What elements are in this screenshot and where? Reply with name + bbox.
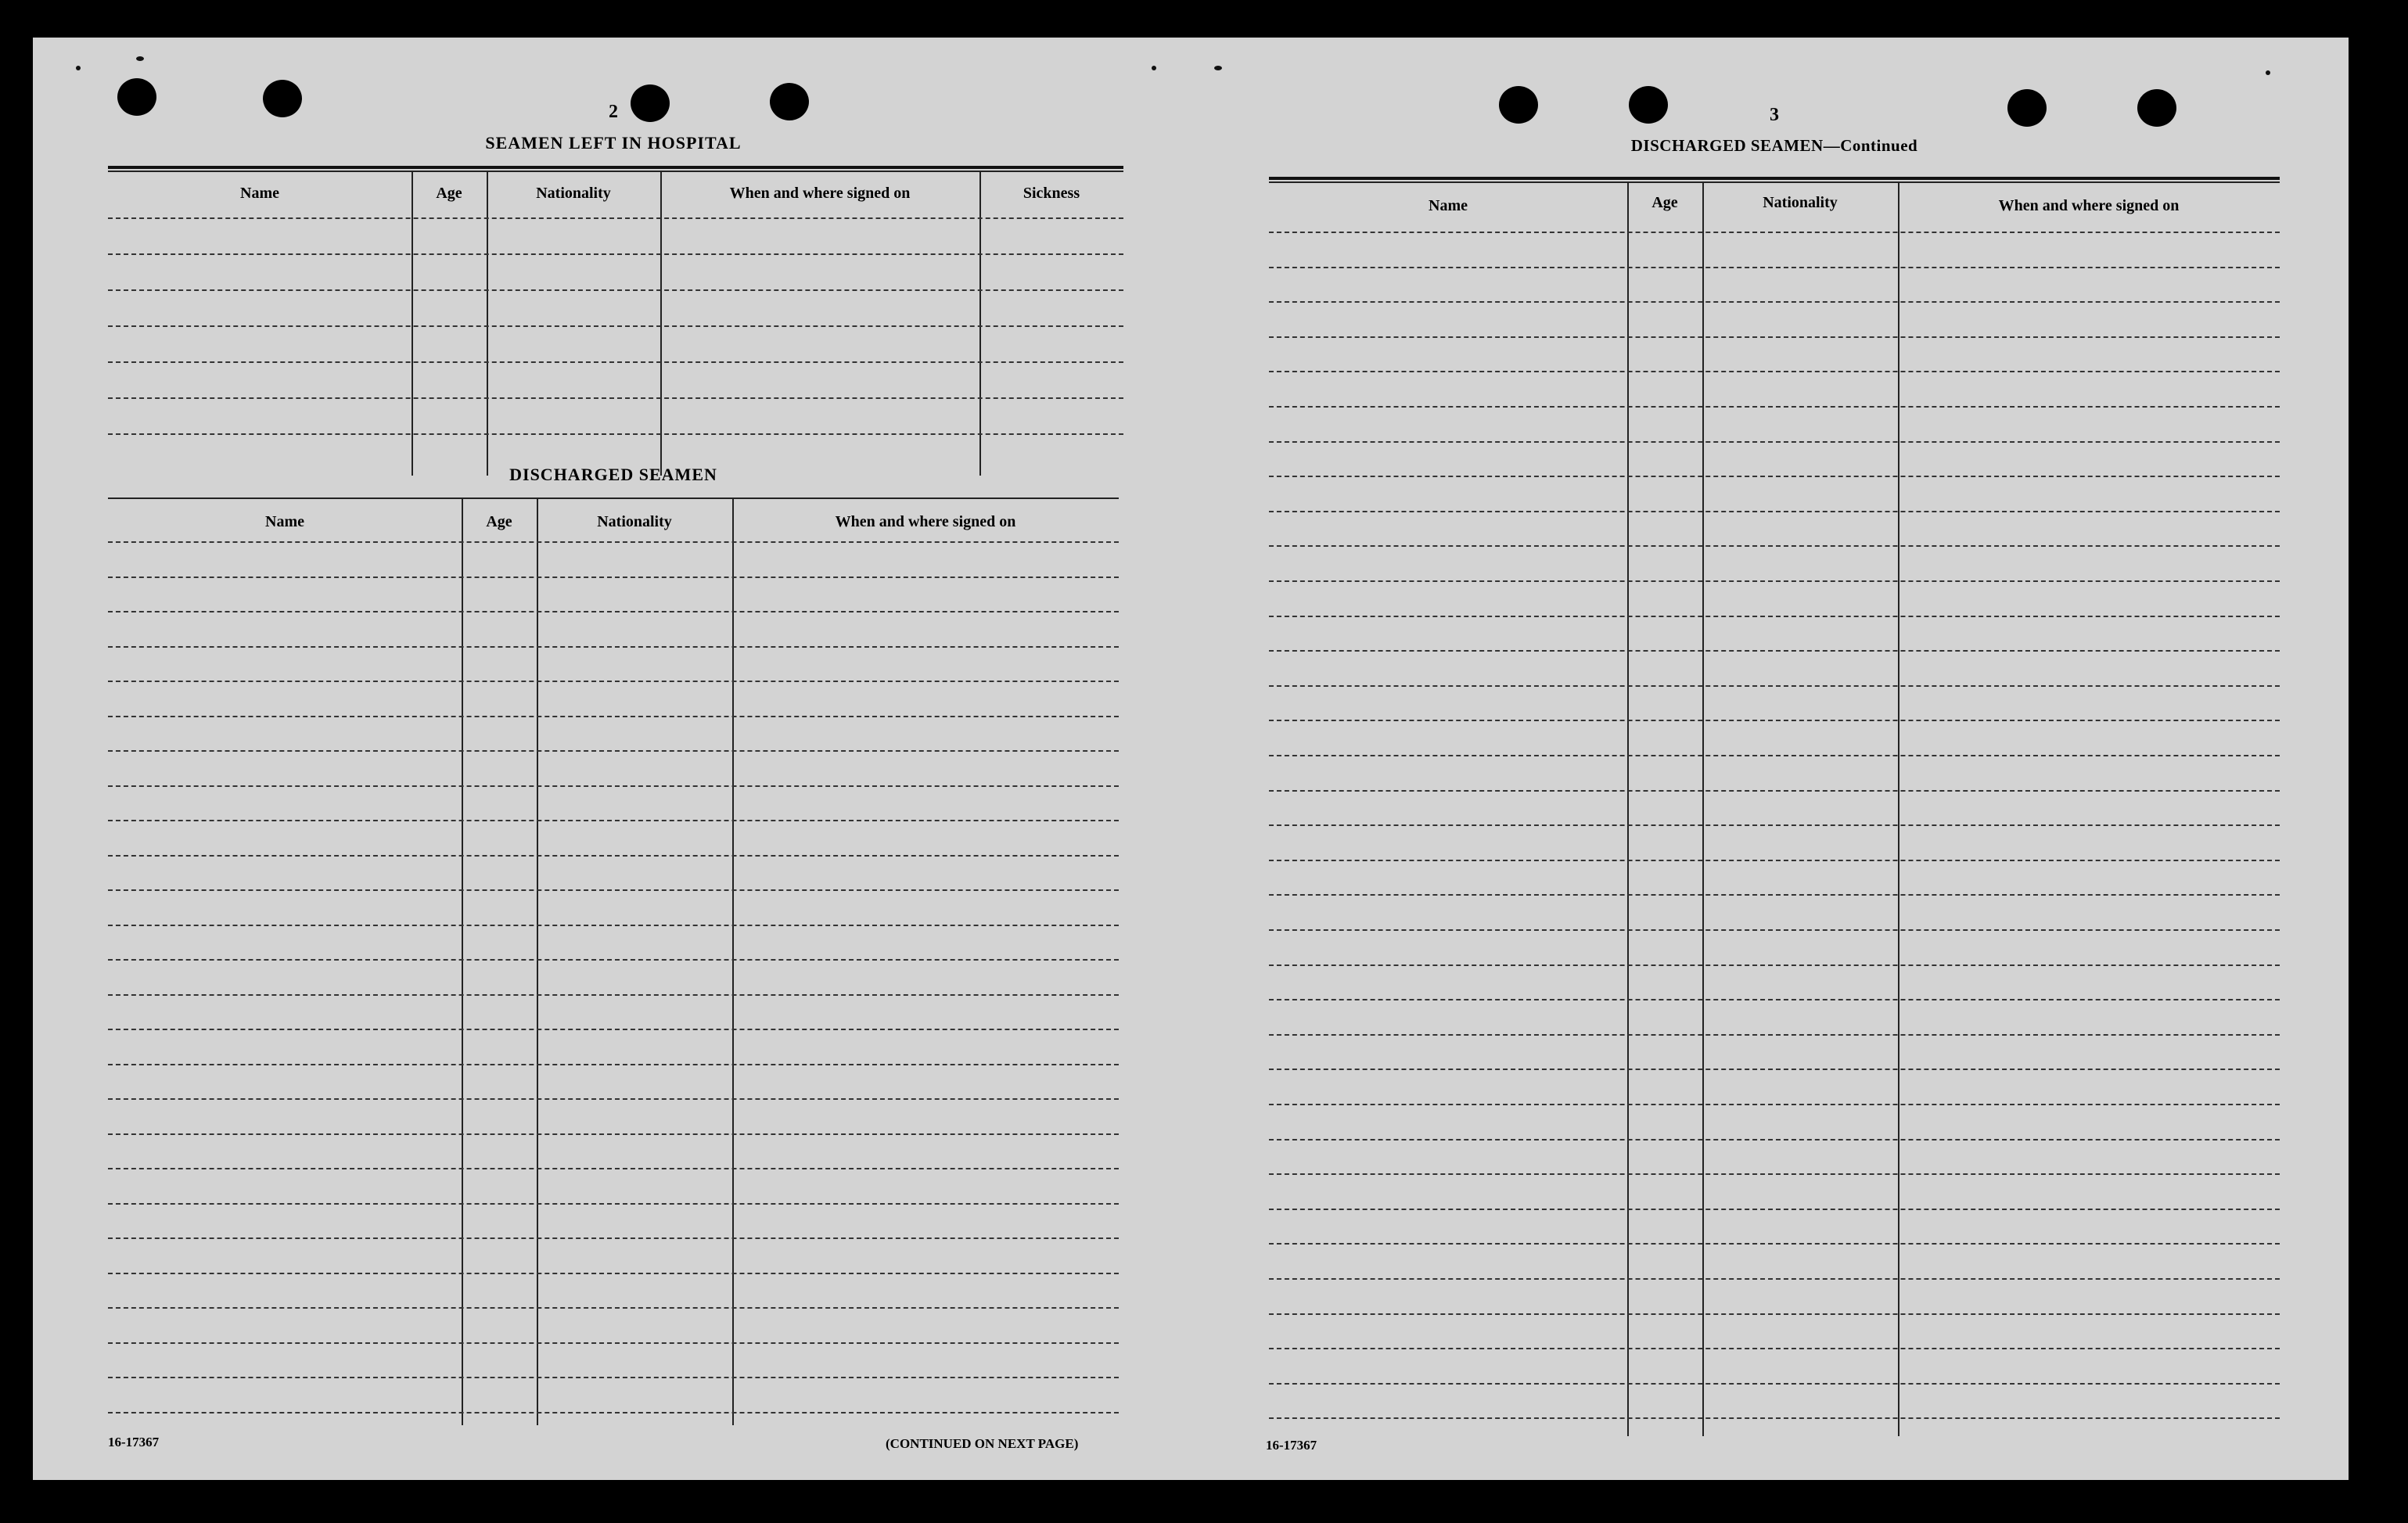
- column-header-nationality: Nationality: [1763, 194, 1838, 211]
- table-row: [1269, 1243, 2280, 1245]
- table-row: [1269, 894, 2280, 896]
- table-row: [108, 1342, 1119, 1344]
- speck: [76, 66, 81, 70]
- column-divider: [979, 171, 981, 476]
- table-row: [108, 716, 1119, 717]
- table-row: [1269, 476, 2280, 477]
- table-row: [1269, 1139, 2280, 1140]
- column-divider: [487, 171, 488, 476]
- table-row: [108, 855, 1119, 857]
- table-row: [108, 433, 1123, 435]
- table-row: [1269, 650, 2280, 652]
- table-row: [108, 397, 1123, 399]
- table-row: [108, 1307, 1119, 1309]
- table-row: [1269, 929, 2280, 931]
- table-row: [1269, 371, 2280, 372]
- column-header-signed-on: When and where signed on: [1998, 197, 2180, 214]
- discharged-continued-title: DISCHARGED SEAMEN—Continued: [1630, 136, 1918, 155]
- table-row: [1269, 1383, 2280, 1385]
- column-divider: [660, 171, 662, 476]
- table-row: [108, 1029, 1119, 1030]
- punch-hole: [117, 78, 156, 116]
- punch-hole: [1629, 86, 1668, 124]
- table-row: [108, 541, 1119, 543]
- table-row: [108, 1273, 1119, 1274]
- punch-hole: [263, 80, 302, 117]
- table-row: [108, 1203, 1119, 1205]
- punch-hole: [2137, 89, 2176, 127]
- table-row: [1269, 1104, 2280, 1105]
- table-row: [108, 361, 1123, 363]
- table-row: [108, 681, 1119, 682]
- table-row: [1269, 1069, 2280, 1070]
- table-row: [108, 994, 1119, 996]
- table-row: [1269, 616, 2280, 617]
- table-rule: [108, 497, 1119, 499]
- table-row: [1269, 267, 2280, 268]
- table-row: [1269, 545, 2280, 547]
- table-rule: [108, 171, 1123, 172]
- table-row: [1269, 1209, 2280, 1210]
- form-number-right: 16-17367: [1266, 1438, 1317, 1453]
- punch-hole: [1499, 86, 1538, 124]
- column-divider: [462, 497, 463, 1425]
- punch-hole: [631, 84, 670, 122]
- page-number-left: 2: [609, 102, 618, 122]
- table-row: [1269, 755, 2280, 756]
- table-row: [1269, 580, 2280, 582]
- table-row: [1269, 685, 2280, 687]
- table-row: [1269, 999, 2280, 1000]
- table-row: [108, 1237, 1119, 1239]
- column-header-name: Name: [240, 185, 279, 202]
- table-row: [1269, 336, 2280, 338]
- table-row: [1269, 1417, 2280, 1419]
- table-row: [108, 253, 1123, 255]
- column-header-sickness: Sickness: [1023, 185, 1080, 202]
- form-number-left: 16-17367: [108, 1435, 160, 1449]
- table-row: [108, 1412, 1119, 1413]
- hospital-section-title: SEAMEN LEFT IN HOSPITAL: [485, 133, 742, 153]
- table-row: [1269, 1348, 2280, 1349]
- table-row: [1269, 1313, 2280, 1315]
- column-header-nationality: Nationality: [536, 185, 611, 202]
- form-sheet: [33, 38, 2349, 1480]
- column-header-name: Name: [265, 513, 304, 530]
- table-row: [1269, 720, 2280, 721]
- table-row: [108, 750, 1119, 752]
- table-row: [108, 925, 1119, 926]
- discharged-section-title: DISCHARGED SEAMEN: [509, 465, 717, 484]
- column-divider: [1627, 181, 1629, 1436]
- table-row: [108, 1168, 1119, 1169]
- table-row: [1269, 406, 2280, 408]
- table-row: [1269, 232, 2280, 233]
- hospital-table: [108, 166, 1123, 476]
- speck: [136, 56, 144, 61]
- table-row: [1269, 824, 2280, 826]
- column-header-age: Age: [436, 185, 462, 202]
- table-row: [108, 820, 1119, 821]
- table-row: [108, 1133, 1119, 1135]
- column-header-signed-on: When and where signed on: [835, 513, 1016, 530]
- table-row: [1269, 790, 2280, 792]
- column-header-signed-on: When and where signed on: [729, 185, 911, 202]
- table-row: [1269, 964, 2280, 966]
- table-row: [108, 611, 1119, 612]
- table-row: [108, 959, 1119, 961]
- column-header-age: Age: [486, 513, 512, 530]
- table-row: [108, 646, 1119, 648]
- column-divider: [1898, 181, 1899, 1436]
- column-header-name: Name: [1429, 197, 1468, 214]
- column-divider: [1702, 181, 1704, 1436]
- discharged-continued-table: [1269, 177, 2280, 1436]
- table-row: [108, 217, 1123, 219]
- table-row: [108, 1098, 1119, 1100]
- table-row: [1269, 1034, 2280, 1036]
- column-divider: [732, 497, 734, 1425]
- table-row: [108, 325, 1123, 327]
- column-header-age: Age: [1651, 194, 1678, 211]
- table-row: [108, 1064, 1119, 1065]
- table-row: [1269, 301, 2280, 303]
- table-rule: [108, 166, 1123, 169]
- table-row: [108, 1377, 1119, 1378]
- table-row: [1269, 1278, 2280, 1280]
- table-rule: [1269, 177, 2280, 180]
- speck: [1214, 66, 1222, 70]
- speck: [1152, 66, 1156, 70]
- table-row: [1269, 1173, 2280, 1175]
- table-row: [1269, 860, 2280, 861]
- column-header-nationality: Nationality: [597, 513, 672, 530]
- table-row: [108, 785, 1119, 787]
- speck: [2266, 70, 2270, 75]
- page-number-right: 3: [1770, 105, 1779, 125]
- table-row: [108, 889, 1119, 891]
- discharged-table: [108, 497, 1119, 1425]
- punch-hole: [2007, 89, 2047, 127]
- column-divider: [412, 171, 413, 476]
- table-row: [1269, 511, 2280, 512]
- table-rule: [1269, 181, 2280, 183]
- table-row: [108, 577, 1119, 578]
- continued-note: (CONTINUED ON NEXT PAGE): [886, 1436, 1079, 1451]
- table-row: [1269, 441, 2280, 443]
- table-row: [108, 289, 1123, 291]
- column-divider: [537, 497, 538, 1425]
- punch-hole: [770, 83, 809, 120]
